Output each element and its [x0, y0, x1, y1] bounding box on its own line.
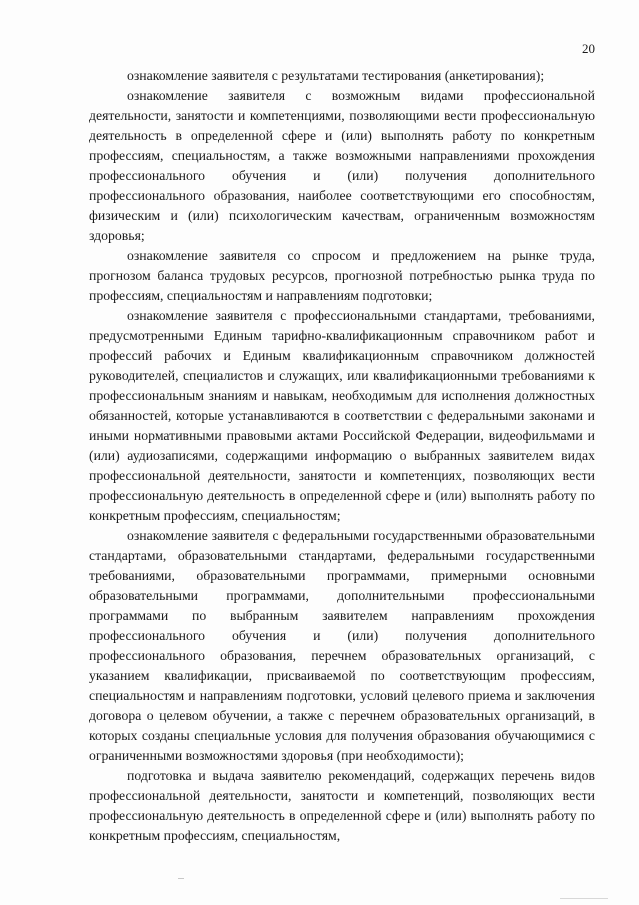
document-body [89, 66, 595, 846]
paragraph-activity-types: ознакомление заявителя с возможным видами профессиональной деятельности, занятости и компетенциями, позволяющими вести профессиональную деятельность в определенной сфере и (или) выполнять работу по конкретным профессиям, специальностям, а также возможными направлениями прохождения профессионального обучения и (или) получения дополнительного профессионального образования, наиболее соответствующими его способностям, физическим и (или) психологическим качествам, ограниченным возможностям здоровья; [89, 88, 595, 243]
paragraph-professional-standards: ознакомление заявителя с профессиональными стандартами, требованиями, предусмотренными Единым тарифно-квалификационным справочником работ и профессий рабочих и Единым квалификационным справочником должностей руководителей, специалистов и служащих, или квалификационными требованиями к профессиональным знаниям и навыкам, необходимым для исполнения должностных обязанностей, которые устанавливаются в соответствии с федеральными законами и иными нормативными правовыми актами Российской Федерации, видеофильмами и (или) аудиозаписями, содержащими информацию о выбранных заявителем видах профессиональной деятельности, занятости и компетенциях, позволяющих вести профессиональную деятельность в определенной сфере и (или) выполнять работу по конкретным профессиям, специальностям; [89, 308, 595, 523]
paragraph-recommendations: подготовка и выдача заявителю рекомендаций, содержащих перечень видов профессиональной деятельности, занятости и компетенций, позволяющих вести профессиональную деятельность в определенной сфере и (или) выполнять работу по конкретным профессиям, специальностям, [89, 768, 595, 843]
paragraph-labor-market: ознакомление заявителя со спросом и предложением на рынке труда, прогнозом баланса трудовых ресурсов, прогнозной потребностью рынка труда по профессиям, специальностям и направлениям подготовки; [89, 248, 595, 303]
scan-artifact [560, 898, 608, 899]
page-number: 20 [582, 41, 595, 56]
paragraph-test-results: ознакомление заявителя с результатами тестирования (анкетирования); [127, 68, 545, 83]
scan-artifact [178, 878, 184, 879]
paragraph-educational-standards: ознакомление заявителя с федеральными государственными образовательными стандартами, образовательными стандартами, федеральными государственными требованиями, образовательными программами, примерными основными образовательными программами, дополнительными профессиональными программами по выбранным заявителем направлениям прохождения профессионального обучения и (или) получения дополнительного профессионального образования, перечнем образовательных организаций, с указанием квалификации, присваиваемой по соответствующим профессиям, специальностям и направлениям подготовки, условий целевого приема и заключения договора о целевом обучении, а также с перечнем образовательных организаций, в которых созданы специальные условия для получения образования обучающимися с ограниченными возможностями здоровья (при необходимости); [89, 528, 595, 763]
